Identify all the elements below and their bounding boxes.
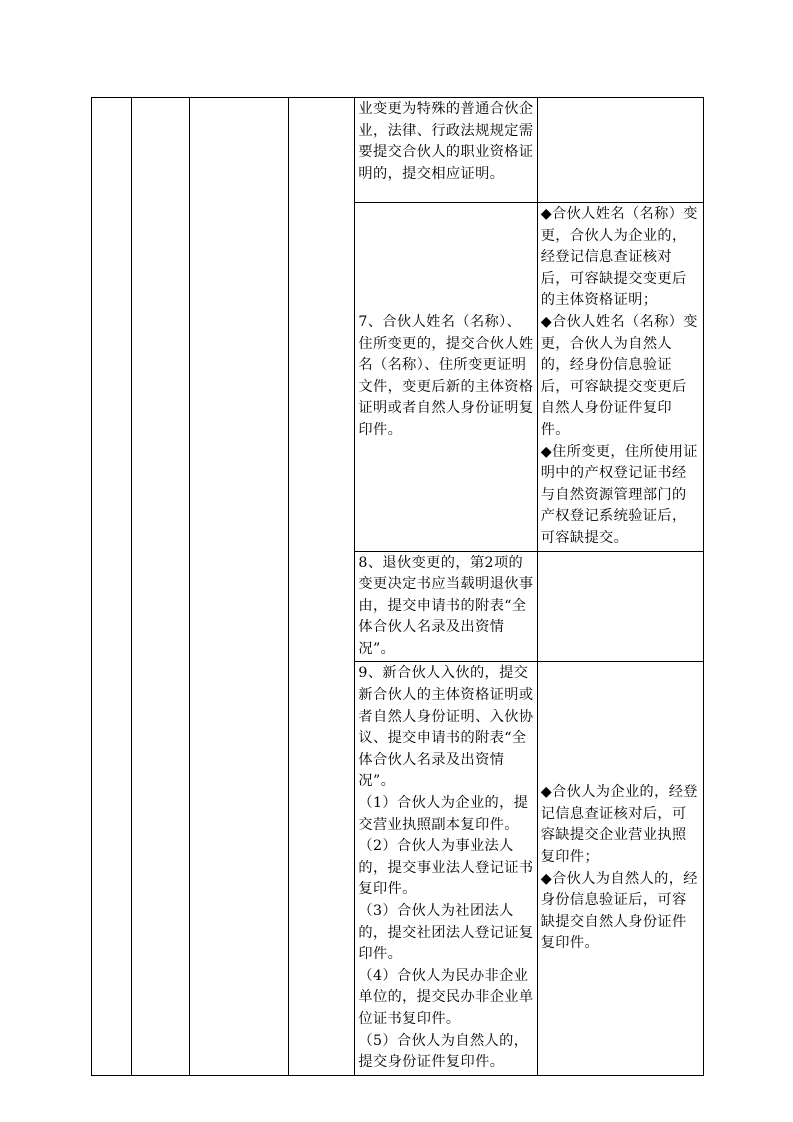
note-text: ◆住所变更，住所使用证明中的产权登记证书经与自然资源管理部门的产权登记系统验证后，可容缺提交。: [540, 443, 698, 546]
note-cell: [537, 662, 703, 1075]
requirement-text: （3）合伙人为社团法人的，提交社团法人登记证复印件。: [358, 903, 534, 963]
requirement-text: （1）合伙人为企业的，提交营业执照副本复印件。: [358, 795, 529, 833]
requirement-text: （2）合伙人为事业法人的，提交事业法人登记证书复印件。: [358, 838, 534, 898]
note-text: ◆合伙人为企业的，经登记信息查证核对后，可容缺提交企业营业执照复印件；: [540, 784, 698, 866]
requirements-table: [91, 97, 704, 1076]
note-cell: [537, 551, 703, 662]
blank-cell-col3: [190, 98, 289, 1076]
requirement-text: 8、退伙变更的，第2项的变更决定书应当载明退伙事由，提交申请书的附表“全体合伙人名录及出资情况”。: [358, 554, 534, 657]
requirement-text: 9、新合伙人入伙的，提交新合伙人的主体资格证明或者自然人身份证明、入伙协议、提交申请书的附表“全体合伙人名录及出资情况”。: [358, 665, 534, 790]
requirement-cell: [355, 203, 537, 552]
note-text: ◆合伙人姓名（名称）变更，合伙人为自然人的，经身份信息验证后，可容缺提交变更后自然人身份证件复印件。: [540, 313, 698, 438]
requirement-cell: [355, 551, 537, 662]
note-cell: [537, 98, 703, 203]
blank-cell-col4: [289, 98, 355, 1076]
requirement-text: 业变更为特殊的普通合伙企业，法律、行政法规规定需要提交合伙人的职业资格证明的，提交相应证明。: [358, 101, 534, 182]
requirement-text: 7、合伙人姓名（名称）、住所变更的，提交合伙人姓名（名称）、住所变更证明文件，变更后新的主体资格证明或者自然人身份证明复印件。: [358, 313, 534, 438]
blank-cell-col2: [132, 98, 190, 1076]
note-text: ◆合伙人姓名（名称）变更，合伙人为企业的，经登记信息查证核对后，可容缺提交变更后的主体资格证明；: [540, 206, 698, 309]
requirement-text: （5）合伙人为自然人的，提交身份证件复印件。: [358, 1032, 529, 1071]
requirement-cell: [355, 98, 537, 203]
requirement-cell: [355, 662, 537, 1075]
note-text: ◆合伙人为自然人的，经身份信息验证后，可容缺提交自然人身份证件复印件。: [540, 870, 698, 952]
blank-cell-col1: [92, 98, 132, 1076]
table-row: [92, 98, 704, 203]
note-cell: [537, 203, 703, 552]
requirement-text: （4）合伙人为民办非企业单位的，提交民办非企业单位证书复印件。: [358, 967, 534, 1027]
